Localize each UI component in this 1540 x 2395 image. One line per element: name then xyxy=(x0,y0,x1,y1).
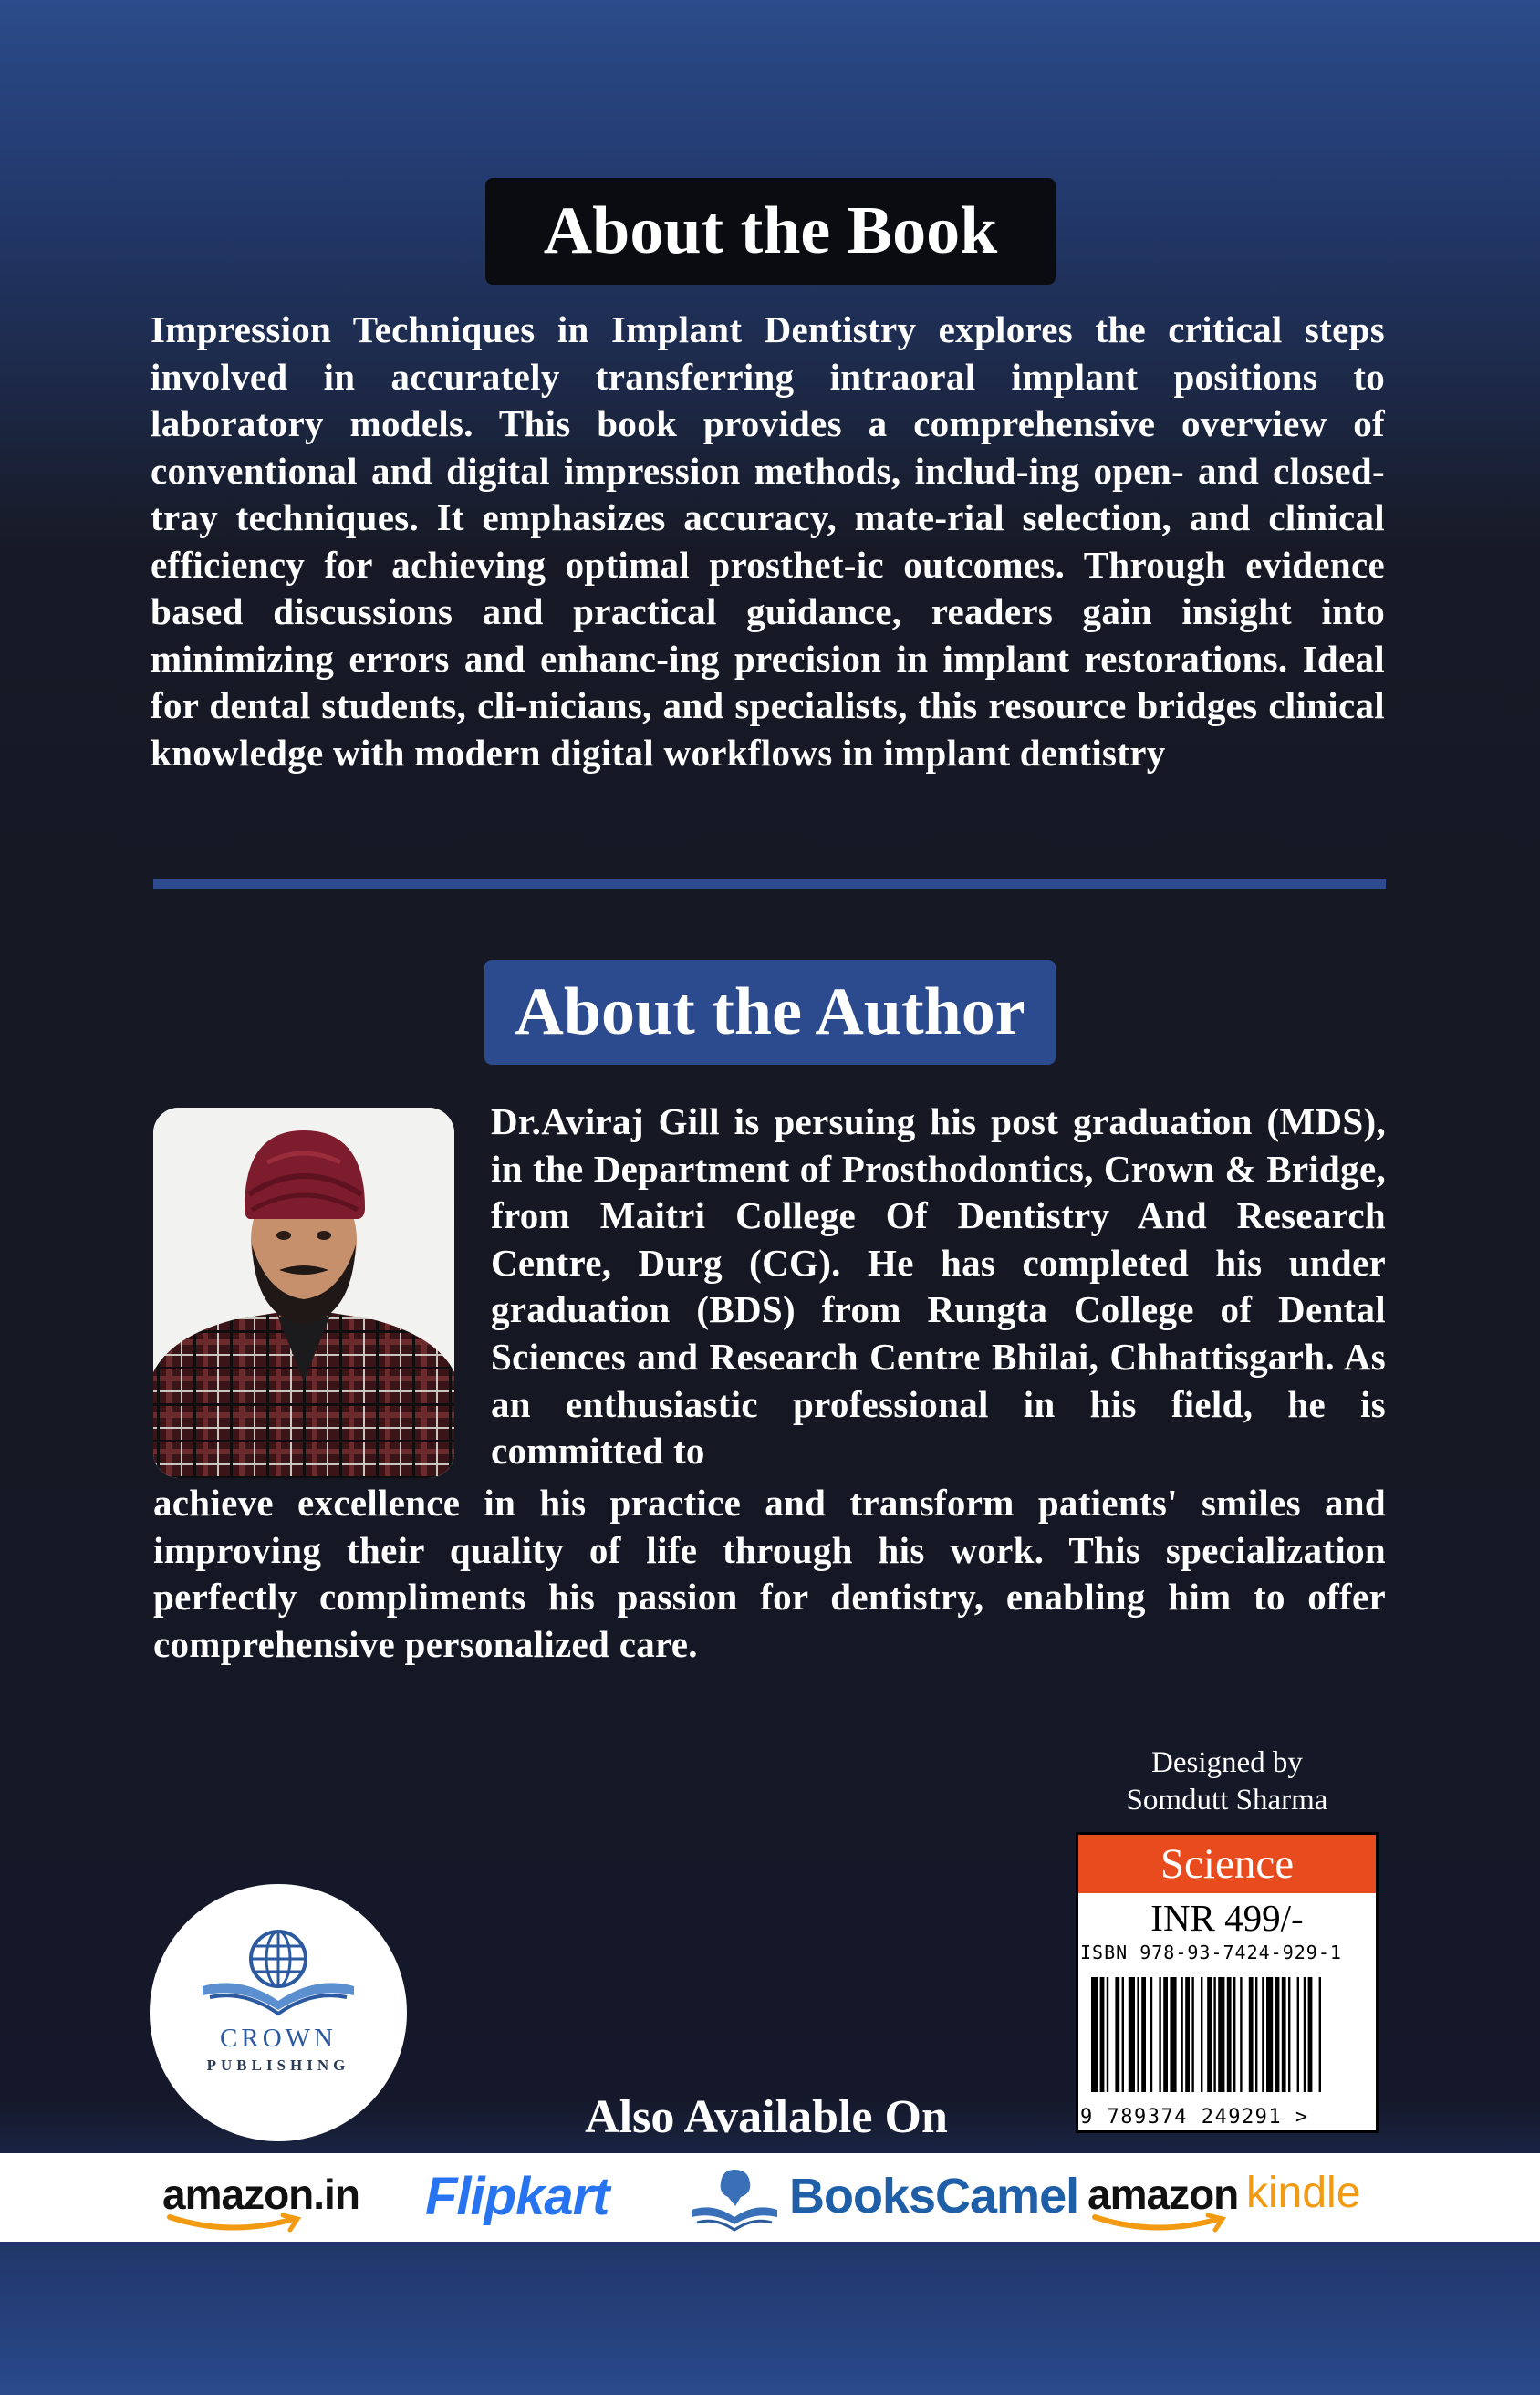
barcode-bar xyxy=(1185,1977,1190,2092)
barcode-bar xyxy=(1159,1977,1160,2092)
author-bio-first-part: Dr.Aviraj Gill is persuing his post graduation (MDS), in the Department of Prosthodontics, Crown & Bridge, from Maitri College Of Dentistry And Research Centre, Durg (CG). He has completed his under graduation (BDS) from Rungta College of Dental Sciences and Research Centre Bhilai, Chhattisgarh. As an enthusiastic professional in his field, he is committed to xyxy=(491,1100,1386,1473)
barcode-bar xyxy=(1266,1977,1273,2092)
barcode-bar xyxy=(1150,1977,1152,2092)
book-description: Impression Techniques in Implant Dentistry explores the critical steps involved in accurately transferring intraoral implant positions to laboratory models. This book provides a comprehensive overview of conventional and digital impression methods, includ-ing open- and closed-tray techniques. It emphasizes accuracy, mate-rial selection, and clinical efficiency for achieving optimal prosthet-ic outcomes. Through evidence based discussions and practical guidance, readers gain insight into minimizing errors and enhanc-ing precision in implant restorations. Ideal for dental students, cli-nicians, and specialists, this resource bridges clinical knowledge with modern digital workflows in implant dentistry xyxy=(151,308,1385,774)
barcode-bar xyxy=(1262,1977,1264,2092)
amazon-kindle-logo[interactable] xyxy=(1086,2153,1387,2242)
barcode-bar xyxy=(1308,1977,1313,2092)
designer-name: Somdutt Sharma xyxy=(1126,1784,1328,1817)
amazon-smile-icon xyxy=(166,2213,312,2237)
also-available-label: Also Available On xyxy=(585,2091,948,2143)
kindle-amazon-text: amazon xyxy=(1087,2171,1239,2218)
publisher-logo xyxy=(150,1884,407,2141)
barcode-bar xyxy=(1218,1977,1224,2092)
barcode-bar xyxy=(1249,1977,1254,2092)
kindle-word-text: kindle xyxy=(1246,2169,1361,2217)
amazon-in-logo[interactable] xyxy=(157,2153,385,2242)
barcode-bar xyxy=(1201,1977,1202,2092)
price-barcode-box xyxy=(1076,1832,1379,2133)
barcode-bar xyxy=(1319,1977,1321,2092)
about-book-heading: About the Book xyxy=(485,178,1056,285)
designer-label: Designed by xyxy=(1151,1746,1303,1779)
barcode-bar xyxy=(1100,1977,1105,2092)
flipkart-logo[interactable] xyxy=(421,2153,640,2242)
bookscamel-logo[interactable] xyxy=(684,2153,1079,2242)
barcode-bar xyxy=(1115,1977,1119,2092)
barcode-bar xyxy=(1240,1977,1242,2092)
barcode-bar xyxy=(1304,1977,1306,2092)
barcode-bar xyxy=(1275,1977,1280,2092)
section-divider xyxy=(153,879,1386,889)
isbn-label: ISBN 978-93-7424-929-1 xyxy=(1080,1942,1342,1963)
barcode-number: 9 789374 249291 > xyxy=(1080,2106,1309,2129)
barcode-bar xyxy=(1227,1977,1232,2092)
barcode-bar xyxy=(1137,1977,1139,2092)
barcode-bar xyxy=(1122,1977,1124,2092)
barcode-bar xyxy=(1129,1977,1135,2092)
amazon-in-text: amazon.in xyxy=(162,2171,359,2218)
barcode-bar xyxy=(1288,1977,1290,2092)
barcode-bar xyxy=(1107,1977,1108,2092)
price-label: INR 499/- xyxy=(1150,1897,1304,1939)
bookscamel-text: BooksCamel xyxy=(789,2169,1079,2223)
barcode-bar xyxy=(1282,1977,1286,2092)
barcode-icon xyxy=(1082,1977,1374,2103)
about-author-heading: About the Author xyxy=(484,960,1056,1065)
barcode-bar xyxy=(1207,1977,1212,2092)
barcode-bar xyxy=(1091,1977,1098,2092)
flipkart-text: Flipkart xyxy=(425,2167,609,2226)
barcode-bar xyxy=(1163,1977,1168,2092)
barcode-bar xyxy=(1233,1977,1235,2092)
publisher-subtitle: PUBLISHING xyxy=(206,2057,350,2074)
barcode-bar xyxy=(1213,1977,1215,2092)
globe-book-icon xyxy=(150,1884,407,2030)
designer-credit xyxy=(1086,1744,1368,1819)
author-bio-second-part: achieve excellence in his practice and transform patients' smiles and improving their quality of life through his work. This specialization perfectly compliments his passion for dentistry, enabling him to offer comprehensive personalized care. xyxy=(153,1482,1386,1665)
barcode-bar xyxy=(1170,1977,1176,2092)
author-portrait-icon xyxy=(153,1108,454,1478)
barcode-bar xyxy=(1255,1977,1257,2092)
author-photo xyxy=(153,1108,454,1478)
barcode-bar xyxy=(1181,1977,1182,2092)
store-logos-bar xyxy=(0,2153,1540,2242)
kindle-smile-icon xyxy=(1091,2213,1237,2237)
camel-book-icon xyxy=(684,2162,785,2235)
barcode-bar xyxy=(1141,1977,1146,2092)
barcode-bar xyxy=(1191,1977,1193,2092)
publisher-name: CROWN xyxy=(220,2024,337,2053)
category-label: Science xyxy=(1078,1835,1376,1893)
barcode-bar xyxy=(1297,1977,1299,2092)
